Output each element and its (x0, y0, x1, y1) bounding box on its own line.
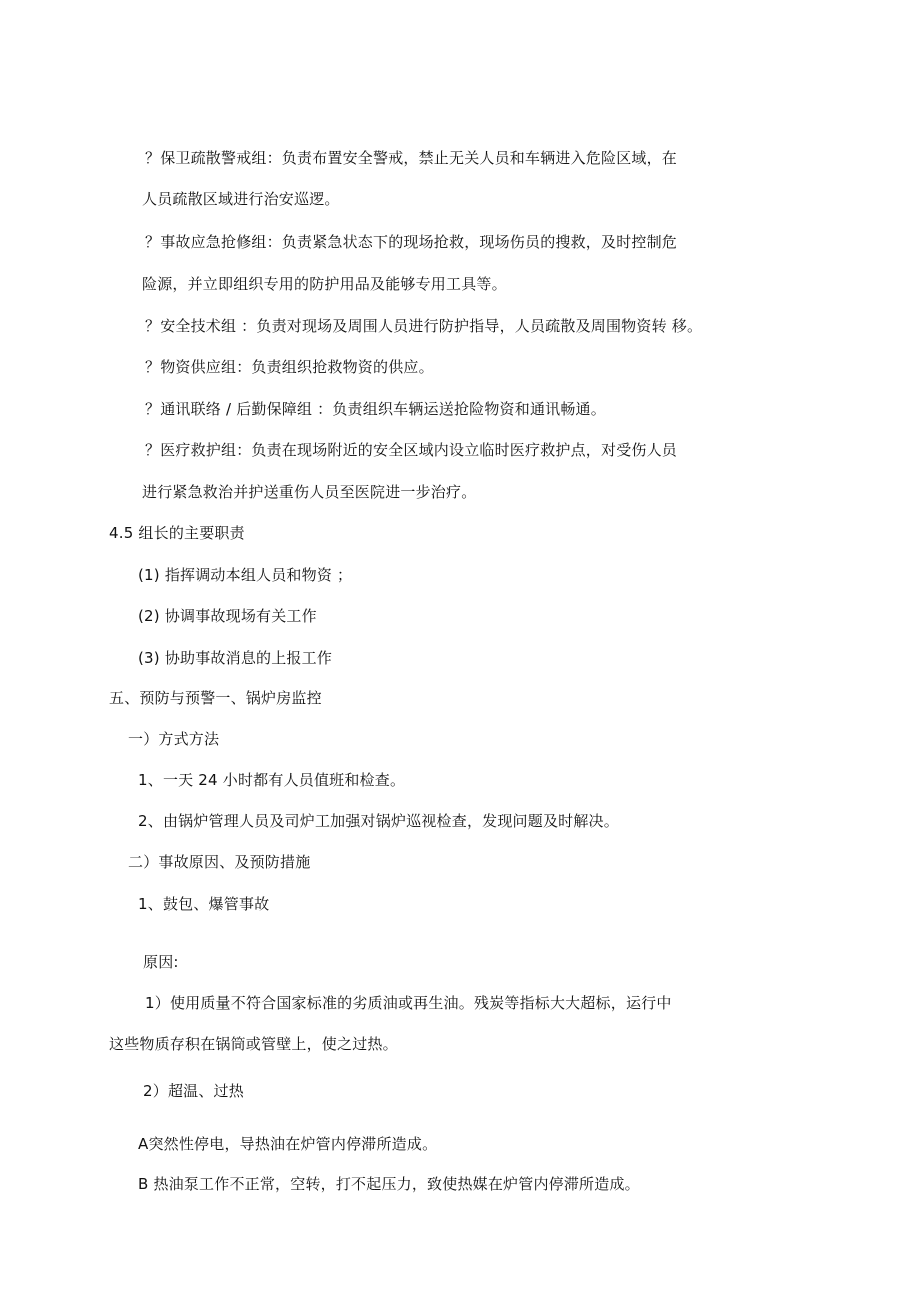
text-line-medical-group-1: ？医疗救护组：负责在现场附近的安全区域内设立临时医疗救护点，对受伤人员 (145, 441, 678, 459)
text-line-repair-group-1: ？事故应急抢修组：负责紧急状态下的现场抢救，现场伤员的搜救，及时控制危 (145, 233, 678, 251)
cause-label: 原因: (143, 953, 179, 971)
text-line-safety-tech-group: ？安全技术组 ：负责对现场及周围人员进行防护指导，人员疏散及周围物资转 移。 (145, 317, 703, 335)
text-line-supply-group: ？物资供应组：负责组织抢救物资的供应。 (145, 358, 434, 376)
text-line-comm-logistics-group: ？通讯联络 / 后勤保障组 ：负责组织车辆运送抢险物资和通讯畅通。 (145, 400, 606, 418)
cause-detail-b: B 热油泵工作不正常，空转，打不起压力，致使热媒在炉管内停滞所造成。 (138, 1175, 640, 1193)
text-line-medical-group-2: 进行紧急救治并护送重伤人员至医院进一步治疗。 (142, 483, 477, 501)
text-line-repair-group-2: 险源，并立即组织专用的防护用品及能够专用工具等。 (142, 275, 507, 293)
method-item-2: 2、由锅炉管理人员及司炉工加强对锅炉巡视检查，发现问题及时解决。 (138, 812, 619, 830)
text-line-security-group-2: 人员疏散区域进行治安巡逻。 (142, 190, 340, 208)
cause-detail-a: A突然性停电，导热油在炉管内停滞所造成。 (138, 1135, 438, 1153)
subheading-causes: 二）事故原因、及预防措施 (128, 853, 311, 871)
subheading-methods: 一）方式方法 (128, 730, 220, 748)
cause-detail-1-line-1: 1）使用质量不符合国家标准的劣质油或再生油。残炭等指标大大超标，运行中 (145, 994, 672, 1012)
list-item-2: (2) 协调事故现场有关工作 (138, 607, 317, 625)
cause-item-1: 1、鼓包、爆管事故 (138, 895, 270, 913)
text-line-security-group-1: ？保卫疏散警戒组：负责布置安全警戒，禁止无关人员和车辆进入危险区域，在 (145, 149, 678, 167)
chapter-heading-5: 五、预防与预警一、锅炉房监控 (109, 689, 322, 707)
list-item-1: (1) 指挥调动本组人员和物资 ； (138, 566, 353, 584)
method-item-1: 1、一天 24 小时都有人员值班和检查。 (138, 771, 406, 789)
list-item-3: (3) 协助事故消息的上报工作 (138, 649, 333, 667)
cause-detail-2: 2）超温、过热 (143, 1082, 244, 1100)
section-heading-4-5: 4.5 组长的主要职责 (109, 524, 245, 542)
cause-detail-1-line-2: 这些物质存积在锅筒或管壁上，使之过热。 (109, 1035, 398, 1053)
